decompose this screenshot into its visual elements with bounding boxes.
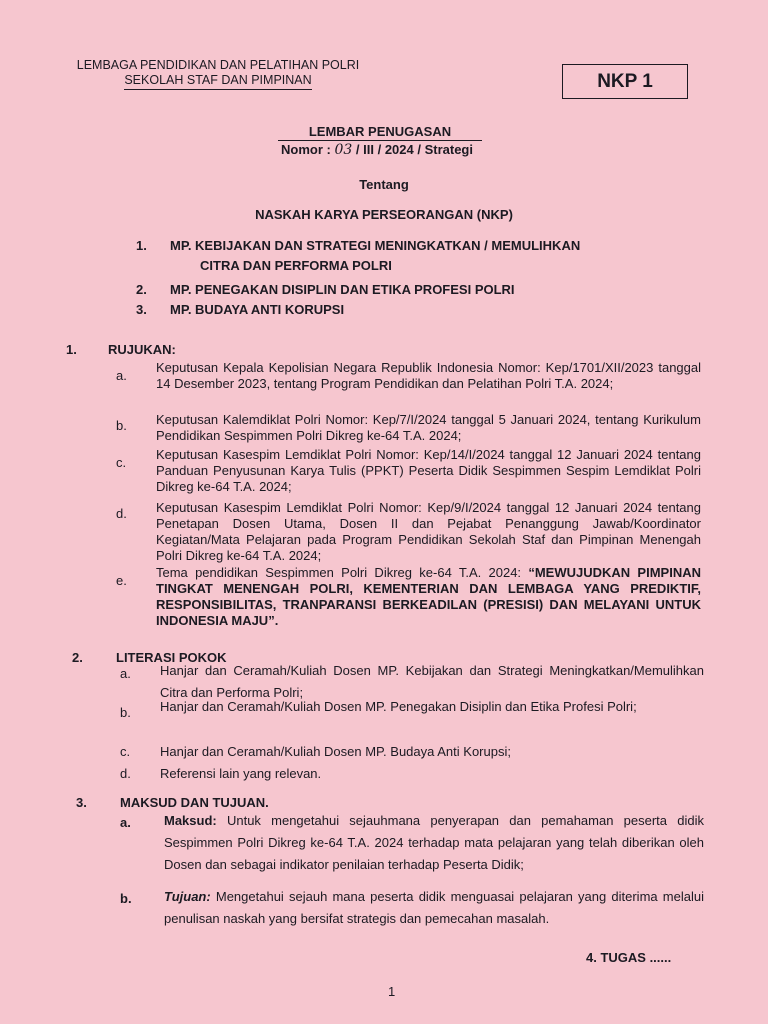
nomor-suffix: / III / 2024 / Strategi [355, 142, 473, 157]
tentang-label: Tentang [359, 177, 409, 192]
subject-line: MP. PENEGAKAN DISIPLIN DAN ETIKA PROFESI POLRI [170, 282, 515, 297]
subject-line: MP. BUDAYA ANTI KORUPSI [170, 302, 345, 317]
section-number: 2. [72, 650, 83, 665]
item-text: Keputusan Kalemdiklat Polri Nomor: Kep/7/I/2024 tanggal 5 Januari 2024, tentang Kurikulum Pendidikan Sespimmen Polri Dikreg ke-64 T.A. 2024; [156, 412, 701, 443]
item-text: Keputusan Kasespim Lemdiklat Polri Nomor: Kep/14/I/2024 tanggal 12 Januari 2024 tentang Panduan Penyusunan Karya Tulis (PPKT) Peserta Didik Sespimmen Sespim Lemdiklat Polri Dikreg ke-64 T.A. 2024; [156, 447, 701, 494]
next-section-reference: 4. TUGAS ...... [586, 950, 672, 965]
document-title: LEMBAR PENUGASAN [278, 124, 482, 141]
item-letter: c. [116, 455, 127, 470]
item-text [164, 886, 704, 930]
subject-item-2 [136, 280, 515, 300]
nomor-label: Nomor : [281, 142, 331, 157]
item-text-plain: Tema pendidikan Sespimmen Polri Dikreg ke-64 T.A. 2024: [156, 565, 529, 580]
item-body: Untuk mengetahui sejauhmana penyerapan dan pemahaman peserta didik Sespimmen Polri Dikreg ke-64 T.A. 2024 terhadap mata pelajaran yang telah diberikan oleh Dosen dan sebagai indikator penilaian terhadap Peserta Didik; [164, 813, 704, 872]
section-title: MAKSUD DAN TUJUAN. [120, 795, 269, 810]
section-title: LITERASI POKOK [116, 650, 227, 665]
item-letter: b. [120, 891, 132, 906]
item-text: Hanjar dan Ceramah/Kuliah Dosen MP. Penegakan Disiplin dan Etika Profesi Polri; [160, 699, 637, 714]
item-letter: a. [120, 666, 131, 681]
item-text: Referensi lain yang relevan. [160, 766, 322, 781]
item-text: Hanjar dan Ceramah/Kuliah Dosen MP. Kebijakan dan Strategi Meningkatkan/Memulihkan Citra dan Performa Polri; [160, 663, 704, 700]
section-number: 3. [76, 795, 87, 810]
subject-item-1 [136, 236, 580, 276]
item-label: Maksud: [164, 813, 217, 828]
item-text-bold: “MEWUJUDKAN PIMPINAN TINGKAT MENENGAH POLRI, KEMENTERIAN DAN LEMBAGA YANG PREDIKTIF, RESPONSIBILITAS, TRANPARANSI BERKEADILAN (PRESISI) DAN MELAYANI UNTUK INDONESIA MAJU”. [156, 565, 701, 628]
document-number [258, 141, 496, 159]
institution-header [62, 58, 374, 90]
page-number: 1 [388, 984, 396, 999]
institution-line-2: SEKOLAH STAF DAN PIMPINAN [124, 73, 311, 90]
nkp-subject: NASKAH KARYA PERSEORANGAN (NKP) [255, 207, 513, 222]
nkp-code-box: NKP 1 [562, 64, 688, 99]
subject-line: CITRA DAN PERFORMA POLRI [200, 258, 392, 273]
subject-item-3 [136, 300, 344, 320]
institution-line-1: LEMBAGA PENDIDIKAN DAN PELATIHAN POLRI [76, 58, 360, 72]
document-title-block [258, 124, 496, 159]
item-letter: d. [116, 506, 127, 521]
item-body: Mengetahui sejauh mana peserta didik menguasai pelajaran yang diterima melalui penulisan naskah yang bersifat strategis dan pemecahan masalah. [164, 889, 704, 926]
item-letter: b. [116, 418, 127, 433]
item-text: Keputusan Kepala Kepolisian Negara Republik Indonesia Nomor: Kep/1701/XII/2023 tanggal 14 Desember 2023, tentang Program Pendidikan dan Pelatihan Polri T.A. 2024; [156, 360, 701, 391]
subject-line: MP. KEBIJAKAN DAN STRATEGI MENINGKATKAN / MEMULIHKAN [170, 238, 581, 253]
nomor-handwritten: 03 [334, 142, 353, 158]
item-letter: d. [120, 766, 131, 781]
item-letter: e. [116, 573, 127, 588]
section-title: RUJUKAN: [108, 342, 176, 357]
item-letter: b. [120, 705, 131, 720]
subject-number: 2. [136, 282, 147, 297]
subject-number: 1. [136, 238, 147, 253]
item-text: Keputusan Kasespim Lemdiklat Polri Nomor: Kep/9/I/2024 tanggal 12 Januari 2024 tentang Penetapan Dosen Utama, Dosen II dan Pejabat Penanggung Jawab/Koordinator Kegiatan/Mata Pelajaran pada Program Pendidikan Sekolah Staf dan Pimpinan Menengah Polri Dikreg ke-64 T.A. 2024; [156, 500, 701, 563]
item-letter: a. [120, 815, 131, 830]
item-label: Tujuan: [164, 889, 211, 904]
subject-number: 3. [136, 302, 147, 317]
item-text [164, 810, 704, 876]
item-letter: c. [120, 744, 131, 759]
section-number: 1. [66, 342, 77, 357]
item-letter: a. [116, 368, 127, 383]
item-text [156, 565, 701, 629]
item-text: Hanjar dan Ceramah/Kuliah Dosen MP. Budaya Anti Korupsi; [160, 744, 511, 759]
